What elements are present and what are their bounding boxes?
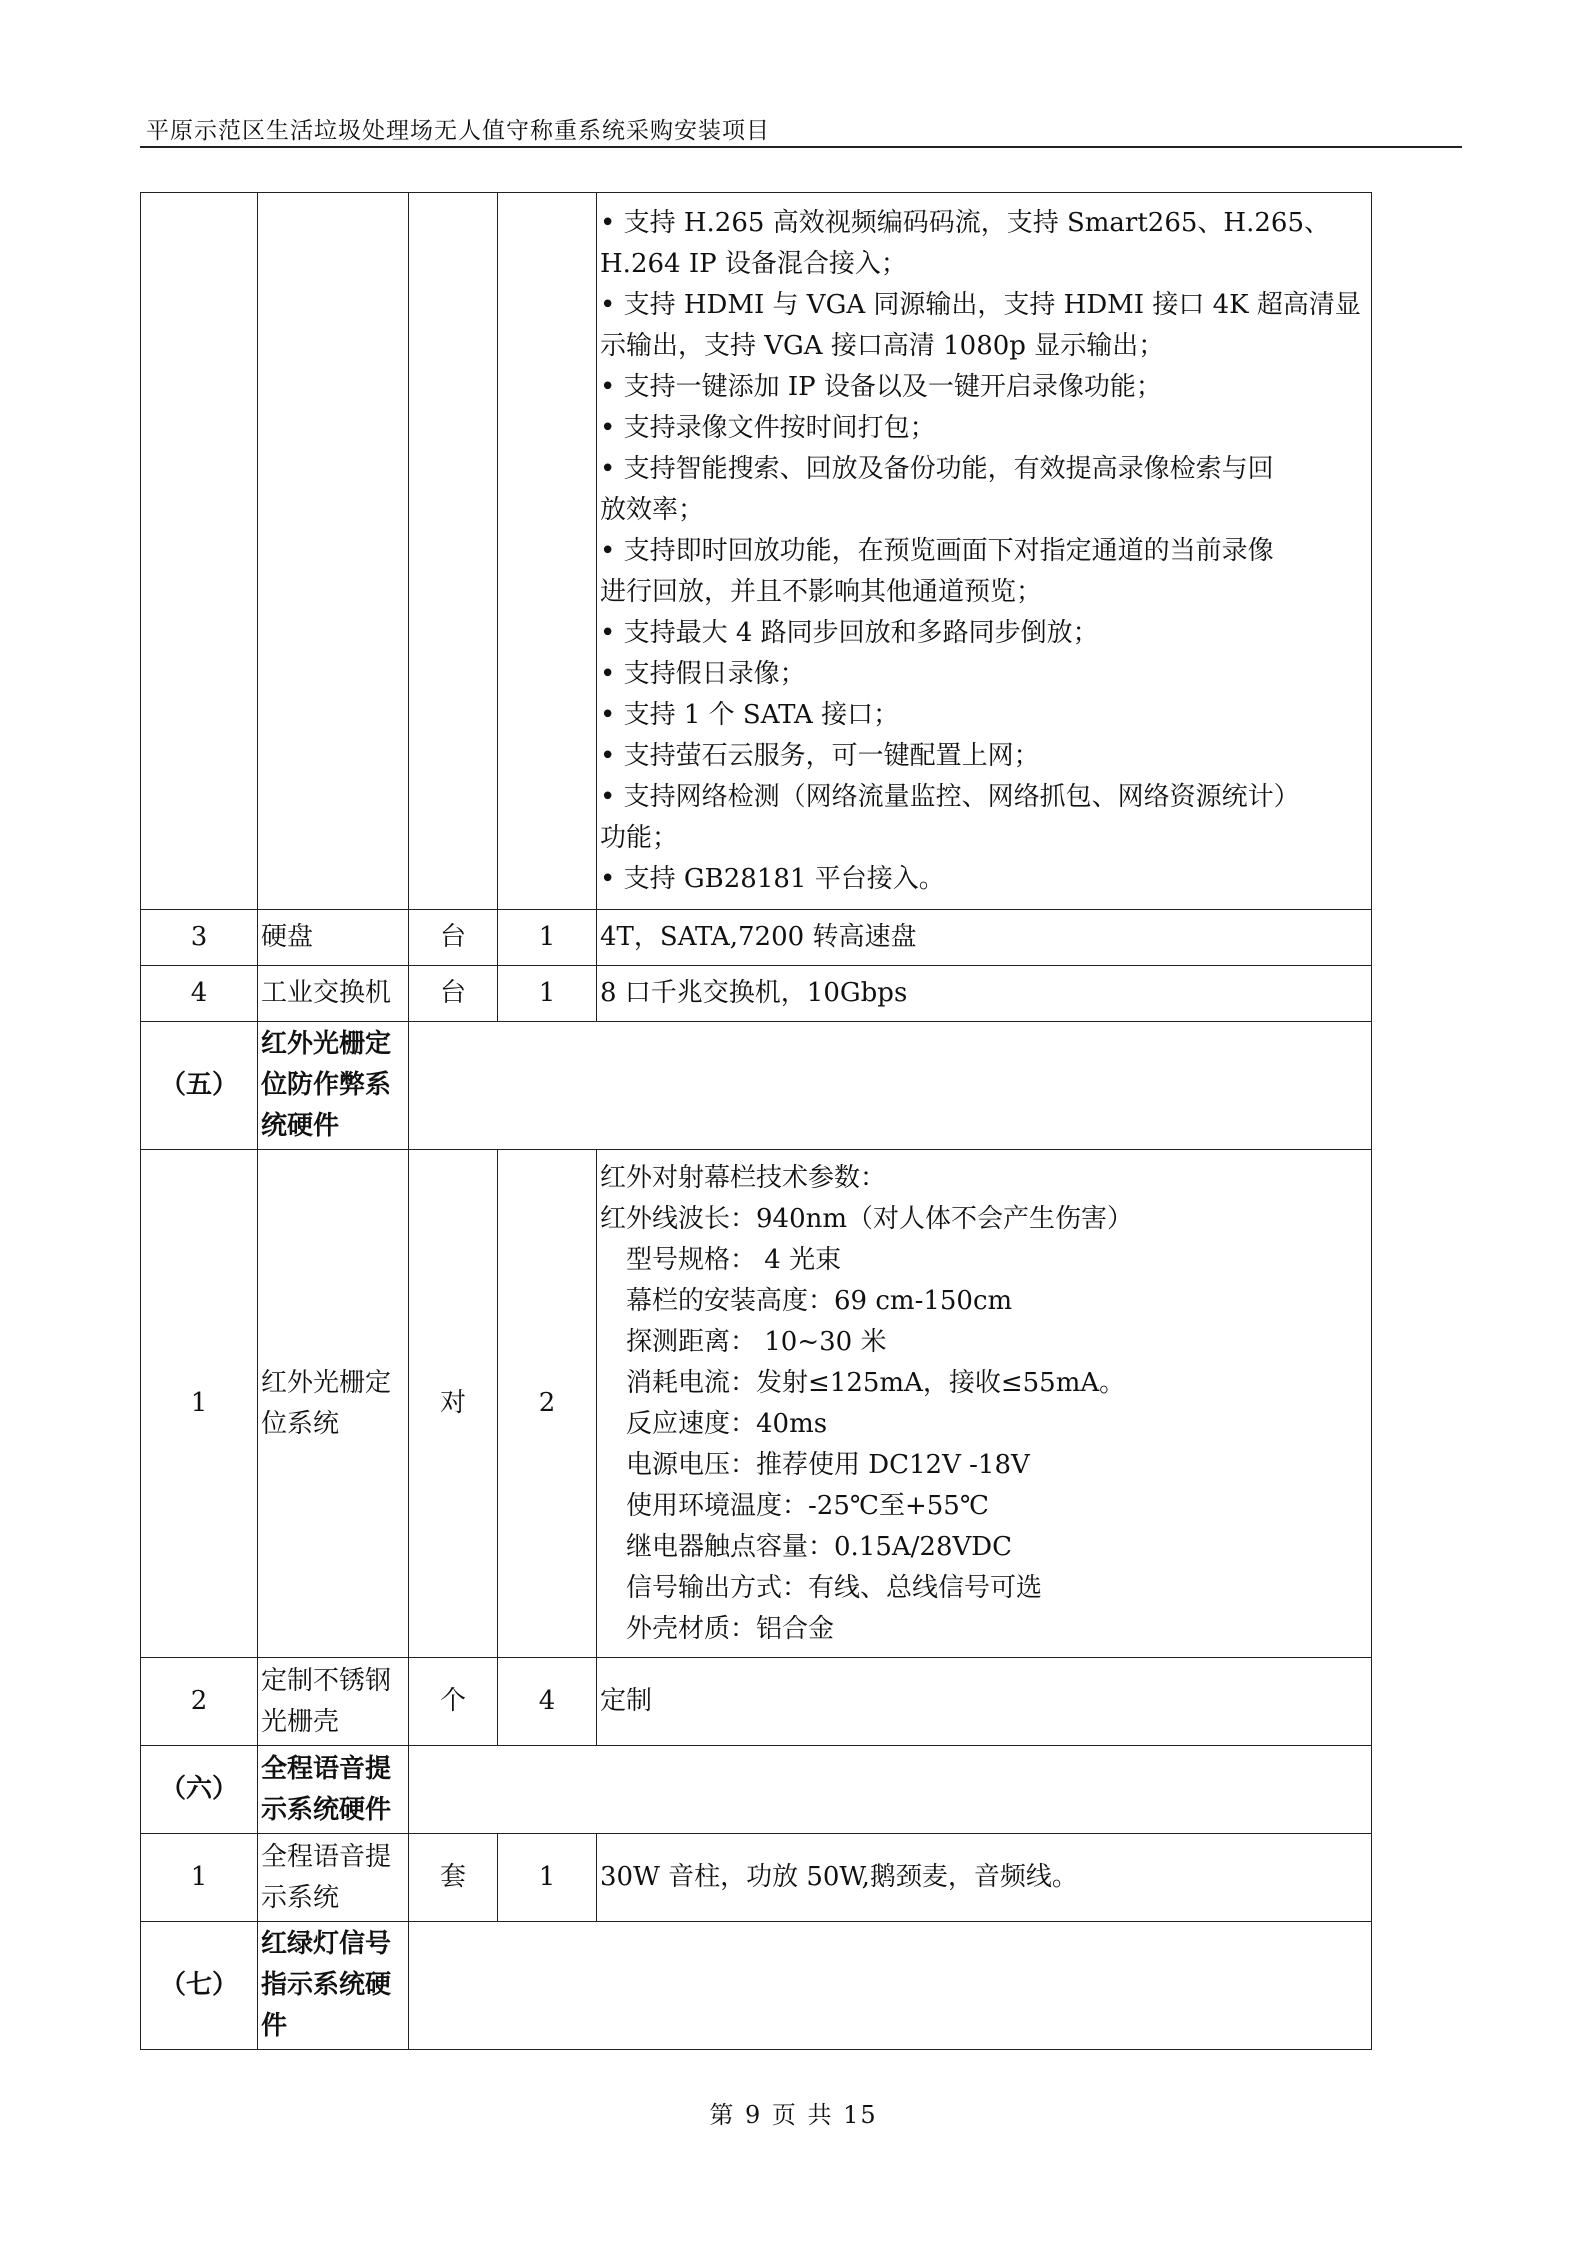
param-line: • 支持最大 4 路同步回放和多路同步倒放； <box>600 617 1099 648</box>
section-title <box>258 1022 409 1150</box>
item-param: 30W 音柱，功放 50W,鹅颈麦，音频线。 <box>597 1834 1372 1922</box>
item-qty: 4 <box>498 1658 597 1746</box>
document-title: 平原示范区生活垃圾处理场无人值守称重系统采购安装项目 <box>146 118 770 144</box>
param-line: • 支持假日录像； <box>600 658 806 689</box>
section-blank-cell <box>409 1746 1372 1834</box>
param-line: 进行回放，并且不影响其他通道预览； <box>600 576 1043 607</box>
item-unit: 台 <box>409 966 498 1022</box>
param-line: 幕栏的安装高度：69 cm-150cm <box>626 1285 1013 1316</box>
param-line: 红外对射幕栏技术参数： <box>600 1162 887 1193</box>
section-number: （六） <box>141 1746 258 1834</box>
item-param: 8 口千兆交换机，10Gbps <box>597 966 1372 1022</box>
param-line: 电源电压：推荐使用 DC12V -18V <box>626 1449 1030 1480</box>
section-title-line: 指示系统硬 <box>261 1970 392 2000</box>
param-line: • 支持即时回放功能，在预览画面下对指定通道的当前录像 <box>600 535 1274 566</box>
table-row <box>141 966 1372 1022</box>
table-row <box>141 1834 1372 1922</box>
table-row <box>141 1150 1372 1658</box>
param-line: • 支持智能搜索、回放及备份功能，有效提高录像检索与回 <box>600 453 1274 484</box>
item-qty: 1 <box>498 966 597 1022</box>
item-qty: 1 <box>498 910 597 966</box>
section-title-line: 统硬件 <box>261 1111 340 1141</box>
params-list <box>600 203 1368 900</box>
item-unit: 台 <box>409 910 498 966</box>
param-line: 外壳材质：铝合金 <box>626 1613 835 1644</box>
param-line: • 支持一键添加 IP 设备以及一键开启录像功能； <box>600 371 1162 402</box>
param-line: 放效率； <box>600 494 705 525</box>
param-line: • 支持 HDMI 与 VGA 同源输出，支持 HDMI 接口 4K 超高清显 <box>600 289 1361 320</box>
item-no: 2 <box>141 1658 258 1746</box>
section-title-line: 示系统硬件 <box>261 1794 392 1825</box>
qty-cell <box>498 193 597 910</box>
section-row <box>141 1022 1372 1150</box>
item-name: 硬盘 <box>258 910 409 966</box>
item-name-line: 红外光栅定 <box>261 1367 392 1398</box>
params-cell <box>597 193 1372 910</box>
page-number: 第 9 页 共 15 <box>709 2101 878 2129</box>
item-no: 4 <box>141 966 258 1022</box>
item-name <box>258 1658 409 1746</box>
section-title-line: 全程语音提 <box>261 1753 392 1784</box>
table-row <box>141 193 1372 910</box>
param-line: • 支持 GB28181 平台接入。 <box>600 863 945 894</box>
param-line: 型号规格： 4 光束 <box>626 1244 842 1275</box>
section-title-line: 位防作弊系 <box>261 1070 392 1100</box>
item-name-line: 定制不锈钢 <box>261 1665 392 1696</box>
item-name-line: 光栅壳 <box>261 1706 340 1737</box>
item-unit: 个 <box>409 1658 498 1746</box>
item-name: 工业交换机 <box>258 966 409 1022</box>
section-row <box>141 1922 1372 2050</box>
section-blank-cell <box>409 1922 1372 2050</box>
page-header <box>140 110 1462 148</box>
item-no-cell <box>141 193 258 910</box>
section-title-line: 红外光栅定 <box>261 1029 392 1059</box>
item-name-line: 示系统 <box>261 1882 340 1913</box>
item-name <box>258 1834 409 1922</box>
param-line: 使用环境温度：-25℃至+55℃ <box>626 1490 989 1521</box>
item-no: 1 <box>141 1150 258 1658</box>
item-unit: 套 <box>409 1834 498 1922</box>
item-qty: 2 <box>498 1150 597 1658</box>
item-qty: 1 <box>498 1834 597 1922</box>
param-line: • 支持萤石云服务，可一键配置上网； <box>600 740 1040 771</box>
item-name-cell <box>258 193 409 910</box>
param-line: H.264 IP 设备混合接入； <box>600 248 907 279</box>
section-title-line: 红绿灯信号 <box>261 1929 392 1959</box>
section-number: （五） <box>141 1022 258 1150</box>
item-no: 1 <box>141 1834 258 1922</box>
unit-cell <box>409 193 498 910</box>
item-no: 3 <box>141 910 258 966</box>
section-blank-cell <box>409 1022 1372 1150</box>
param-line: • 支持 H.265 高效视频编码码流，支持 Smart265、H.265、 <box>600 207 1330 238</box>
item-name-line: 位系统 <box>261 1408 340 1439</box>
section-row <box>141 1746 1372 1834</box>
section-title-line: 件 <box>261 2011 288 2041</box>
param-line: 功能； <box>600 822 679 853</box>
section-title <box>258 1746 409 1834</box>
param-line: 示输出，支持 VGA 接口高清 1080p 显示输出； <box>600 330 1165 361</box>
param-line: 继电器触点容量：0.15A/28VDC <box>626 1531 1013 1562</box>
table-row <box>141 910 1372 966</box>
param-line: 消耗电流：发射≤125mA，接收≤55mA。 <box>626 1367 1126 1398</box>
item-unit: 对 <box>409 1150 498 1658</box>
item-param: 定制 <box>597 1658 1372 1746</box>
item-param: 4T，SATA,7200 转高速盘 <box>597 910 1372 966</box>
param-line: 红外线波长：940nm（对人体不会产生伤害） <box>600 1203 1134 1234</box>
page-footer <box>0 2095 1587 2130</box>
param-line: 探测距离： 10~30 米 <box>626 1326 887 1357</box>
spec-table <box>140 192 1372 2050</box>
section-title <box>258 1922 409 2050</box>
param-line: 反应速度：40ms <box>626 1408 828 1439</box>
params-cell <box>597 1150 1372 1658</box>
param-line: • 支持录像文件按时间打包； <box>600 412 936 443</box>
param-line: • 支持 1 个 SATA 接口； <box>600 699 900 730</box>
param-line: 信号输出方式：有线、总线信号可选 <box>626 1572 1043 1603</box>
param-line: • 支持网络检测（网络流量监控、网络抓包、网络资源统计） <box>600 781 1300 812</box>
item-name-line: 全程语音提 <box>261 1841 392 1872</box>
item-name <box>258 1150 409 1658</box>
section-number: （七） <box>141 1922 258 2050</box>
table-row <box>141 1658 1372 1746</box>
